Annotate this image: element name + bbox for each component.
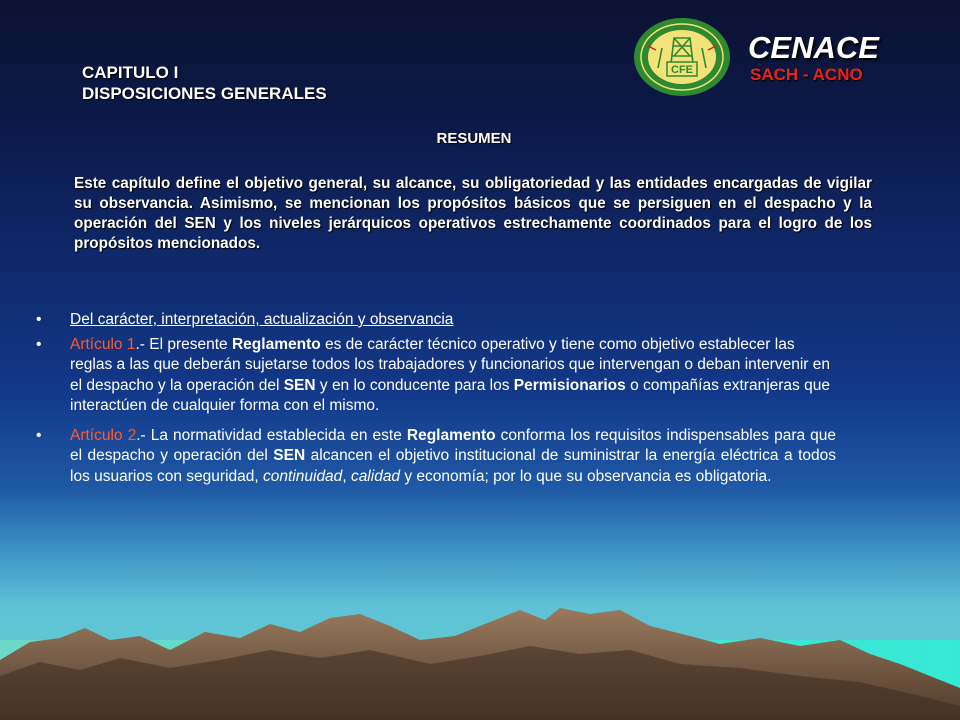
logo-center-text: CFE <box>671 64 693 76</box>
article-text-part: El presente <box>149 335 232 353</box>
mountains-illustration <box>0 580 960 720</box>
summary-sen: SEN <box>184 215 216 232</box>
chapter-heading <box>82 62 327 104</box>
article-1-text <box>70 335 836 417</box>
article-text-part: o compañías extranjeras que interactúen de cualquier forma con el mismo. <box>70 376 830 414</box>
article-sep: .- <box>135 335 150 353</box>
article-text-part: es de carácter técnico operativo y tiene como objetivo establecer las reglas a las que deberán sujetarse todos los trabajadores y funcionarios que intervengan o deban intervenir en el despacho y la operación del <box>70 335 830 394</box>
chapter-number: CAPITULO I <box>82 63 179 82</box>
section-heading: Del carácter, interpretación, actualización y observancia <box>70 311 454 328</box>
article-text-part: y en lo conducente para los <box>315 376 514 394</box>
reglamento-term: Reglamento <box>231 335 321 353</box>
article-1-label: Artículo 1 <box>70 335 136 353</box>
reglamento-term: Reglamento <box>406 426 496 444</box>
list-item-article-2 <box>36 426 836 488</box>
article-sep: .- <box>136 426 151 444</box>
list-item-article-1 <box>36 335 836 417</box>
summary-text-part: y los niveles jerárquicos operativos estrechamente coordinados para el logro de los propósitos mencionados. <box>74 215 873 252</box>
summary-text <box>74 174 872 254</box>
article-2-text <box>70 426 836 488</box>
bullet-marker: • <box>36 335 42 353</box>
sen-term: SEN <box>273 447 306 464</box>
summary-text-part: Este capítulo define el objetivo general, su alcance, su obligatoriedad y las entidades encargadas de vigilar su observancia. Asimismo, se mencionan los propósitos básicos que se persiguen en el despacho y la operación del <box>74 175 872 232</box>
cfe-logo <box>632 16 732 98</box>
calidad-term: calidad <box>350 467 401 485</box>
article-list <box>36 310 836 487</box>
article-text-part: y economía; por lo que su observancia es obligatoria. <box>400 467 772 485</box>
bullet-marker: • <box>36 426 42 444</box>
summary-title: RESUMEN <box>436 130 512 147</box>
bullet-marker: • <box>36 311 42 328</box>
article-text-part: La normatividad establecida en este <box>150 426 407 444</box>
article-text-part: , <box>342 467 351 485</box>
list-item-heading <box>36 310 836 331</box>
article-2-label: Artículo 2 <box>70 426 137 444</box>
article-text-part: alcancen el objetivo institucional de suministrar la energía eléctrica a todos los usuarios con seguridad, <box>70 447 836 485</box>
continuidad-term: continuidad <box>263 467 343 485</box>
article-text-part: conforma los requisitos indispensables para que el despacho y operación del <box>70 426 837 464</box>
brand-title: CENACE <box>748 30 879 65</box>
brand-block <box>748 31 879 85</box>
chapter-title: DISPOSICIONES GENERALES <box>82 84 327 103</box>
permisionarios-term: Permisionarios <box>513 376 626 394</box>
brand-subtitle: SACH - ACNO <box>750 65 863 84</box>
sen-term: SEN <box>283 376 316 394</box>
